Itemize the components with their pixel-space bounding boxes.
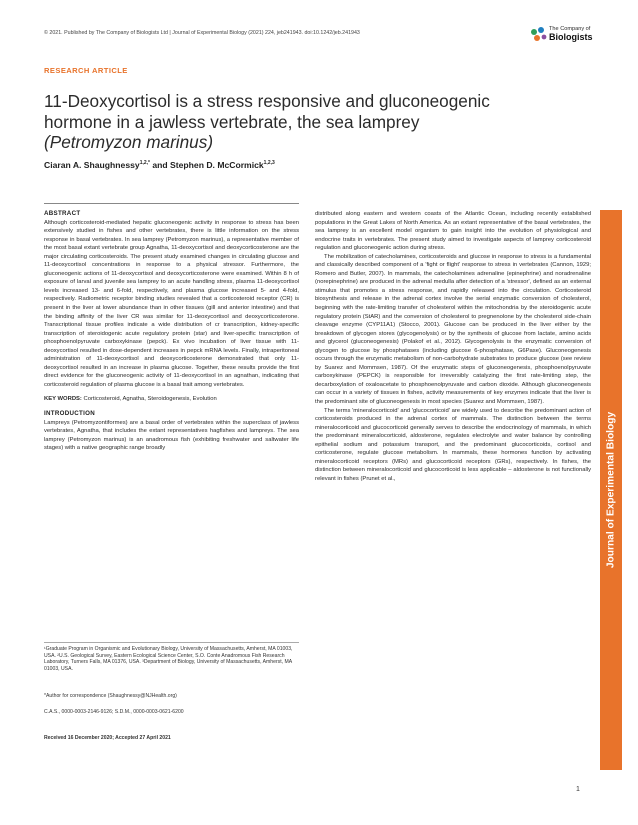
logo-line2: Biologists bbox=[549, 32, 593, 43]
author-1[interactable]: Ciaran A. Shaughnessy bbox=[44, 160, 140, 170]
abstract-heading: ABSTRACT bbox=[44, 210, 81, 217]
author-2[interactable]: Stephen D. McCormick bbox=[170, 160, 264, 170]
footnote-rule bbox=[44, 642, 299, 643]
logo-line1: The Company of bbox=[549, 26, 591, 32]
authors bbox=[44, 160, 275, 170]
correspondence: *Author for correspondence (Shaughnessy@NJHealth.org) bbox=[44, 693, 177, 699]
author-and: and bbox=[152, 160, 168, 170]
keywords-text: Corticosteroid, Agnatha, Steroidogenesis, Evolution bbox=[83, 396, 217, 403]
received-accepted: Received 16 December 2020; Accepted 27 April 2021 bbox=[44, 735, 171, 741]
logo-text bbox=[549, 26, 593, 42]
abstract-text: Although corticosteroid-mediated hepatic gluconeogenic activity in response to stress has been extensively studied in fishes and other vertebrates, there is little information on the stress response in basal vertebrates. In sea lamprey (Petromyzon marinus), a representative member of the most basal extant vertebrate group Agnatha, 11-deoxycortisol and deoxycorticosterone are the major circulating corticosteroids. The present study examined changes in circulating glucose and 11-deoxycortisol concentrations in response to a physical stressor. Furthermore, the gluconeogenic actions of 11-deoxycortisol and deoxycorticosterone were examined. Within 8 h of exposure of larval and juvenile sea lamprey to an acute handling stress, plasma 11-deoxycortisol levels increased 13- and 6-fold, respectively, and plasma glucose increased 5- and 4-fold, respectively. Radiometric receptor binding studies revealed that a corticosteroid receptor (CR) is present in the liver at lower abundance than in other tissues (gill and anterior intestine) and that the binding affinity of the liver CR was similar for 11-deoxycortisol and deoxycorticosterone. Transcriptional tissue profiles indicate a wide distribution of cr transcription, kidney-specific transcription of steroidogenic acute regulatory protein (star) and liver-specific transcription of phosphoenolpyruvate carboxykinase (pepck). Ex vivo incubation of liver tissue with 11-deoxycortisol resulted in dose-dependent increases in pepck mRNA levels. Finally, intraperitoneal administration of 11-deoxycortisol and deoxycorticosterone demonstrated that only 11-deoxycortisol resulted in an increase in plasma glucose. Together, these results provide the first direct evidence for the gluconeogenic activity of 11-deoxycortisol in an agnathan, indicating that corticosteroid regulation of plasma glucose is a basal trait among vertebrates. bbox=[44, 219, 299, 388]
affiliations: ¹Graduate Program in Organismic and Evolutionary Biology, University of Massachusetts, Amherst, MA 01003, USA. ²U.S. Geological Survey, Eastern Ecological Science Center, S.O. Conte Anadromous Fish Research Laboratory, Turners Falls, MA 01376, USA. ³Department of Biology, University of Massachusetts, Amherst, MA 01003, USA. bbox=[44, 646, 293, 672]
author-1-affil: 1,2,* bbox=[139, 160, 150, 167]
keywords-label: KEY WORDS: bbox=[44, 396, 82, 403]
abstract-rule bbox=[44, 203, 299, 204]
right-p2: The mobilization of catecholamines, corticosteroids and glucose in response to stress is a fundamental and classically described component of a 'fight or flight' response to stress in vertebrates (Cannon, 1929; Romero and Butler, 2007). In mammals, the catecholamines adrenaline (epinephrine) and noradrenaline (norepinephrine) are produced in the adrenal medulla after detection of a 'stressor', defined as an external stimulus that promotes a stress response, and rapidly released into the circulation. Corticosteroid biosynthesis and release in the adrenal cortex involve the serial enzymatic conversion of cholesterol, beginning with the rate-limiting transfer of cholesterol within the mitochondria by the steroidogenic acute regulatory protein (StAR) and the conversion of cholesterol to pregnenolone by the cholesterol side-chain cleavage enzyme (CYP11A1) (Stocco, 2001). Glucose can be produced in the liver either by the breakdown of glycogen stores (glycogenolysis) or by the synthesis of glucose from lactate, amino acids and glycerol (gluconeogenesis) (Polakof et al., 2012). Glycogenolysis is the enzymatic conversion of glycogen to glucose by phosphatases (including glucose 6-phosphatase, G6Pase). Gluconeogenesis occurs through the enzymatic metabolism of non-carbohydrate substrates to produce glucose (see review by Suarez and Mommsen, 1987). Of the enzymatic steps of gluconeogenesis, phosphoenolpyruvate carboxykinase (PEPCK) is responsible for irreversibly catalyzing the first rate-limiting step, the decarboxylation of oxaloacetate to phosphoenolpyruvate and carbon dioxide. Although gluconeogenesis can occur in a variety of tissues in fishes, activity measurements of key enzymes indicate that the liver is the predominant site of gluconeogenesis in most species (Suarez and Mommsen, 1987). bbox=[315, 253, 591, 406]
keywords bbox=[44, 395, 299, 404]
article-type: RESEARCH ARTICLE bbox=[44, 66, 128, 75]
right-p1: distributed along eastern and western coasts of the Atlantic Ocean, including recently established populations in the Great Lakes of North America. As an extant representative of the basal vertebrates, the sea lamprey is an excellent model organism to gain insight into the evolution of physiological and endocrine traits in vertebrates. The present study aimed to investigate aspects of lamprey corticosteroid regulation and gluconeogenic action during stress. bbox=[315, 211, 591, 252]
journal-sidebar-label: Journal of Experimental Biology bbox=[605, 411, 617, 569]
journal-sidebar bbox=[600, 210, 622, 770]
title-line2: hormone in a jawless vertebrate, the sea lamprey bbox=[44, 111, 420, 132]
introduction-p1: Lampreys (Petromyzontiformes) are a basal order of vertebrates within the superclass of jawless vertebrates, Agnatha, that includes the extant representatives hagfishes and lampreys. The sea lamprey (Petromyzon marinus) is an anadromous fish (exhibiting freshwater and saltwater life stages) with a native geographic range broadly bbox=[44, 419, 299, 452]
right-p3: The terms 'mineralocorticoid' and 'glucocorticoid' are widely used to describe the predominant action of corticosteroids produced in the adrenal cortex of mammals. The distinction between the terms mineralocorticoid and glucocorticoid generally serves to describe the endocrinology of mammals, in which the predominant mineralocorticoid, aldosterone, regulates electrolyte and water balance by controlling epithelial sodium and potassium transport, and the predominant glucocorticoids, cortisol and corticosterone, regulate glucose metabolism. In mammals, these hormones function by activating mineralocorticoid receptors (MRs) and glucocorticoid receptors (GRs), respectively. In fishes, the distinction between mineralocorticoid and glucocorticoid is less applicable – aldosterone is not functionally relevant in fishes (Prunet et al., bbox=[315, 407, 591, 482]
introduction-heading: INTRODUCTION bbox=[44, 410, 96, 418]
title-line1: 11-Deoxycortisol is a stress responsive and gluconeogenic bbox=[44, 91, 490, 111]
author-2-affil: 1,2,3 bbox=[263, 160, 275, 167]
orcid: C.A.S., 0000-0003-2146-9126; S.D.M., 0000-0003-0621-6200 bbox=[44, 709, 184, 715]
page-number: 1 bbox=[576, 786, 580, 793]
article-title bbox=[44, 91, 584, 153]
right-column bbox=[315, 210, 591, 484]
left-column bbox=[44, 210, 299, 453]
title-species: (Petromyzon marinus) bbox=[44, 132, 214, 152]
header-citation: © 2021. Published by The Company of Biologists Ltd | Journal of Experimental Biology (2021) 224, jeb241943. doi:10.1242/jeb.241943 bbox=[44, 30, 360, 36]
